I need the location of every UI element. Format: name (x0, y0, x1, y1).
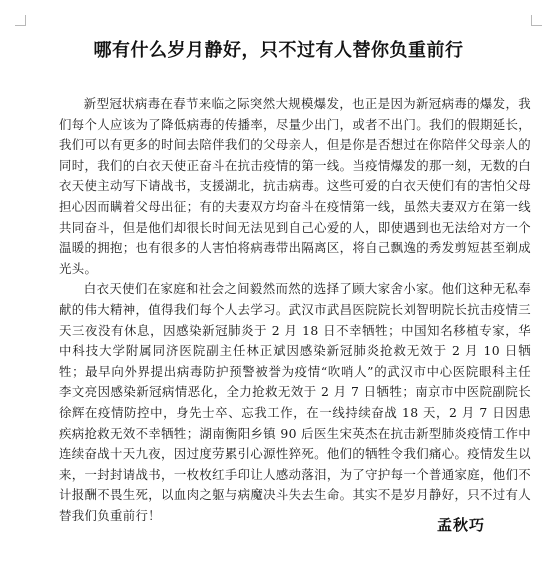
paragraph-1: 新型冠状病毒在春节来临之际突然大规模爆发，也正是因为新冠病毒的爆发，我们每个人应该为了降低病毒的传播率，尽量少出门，或者不出门。我们的假期延长，我们可以有更多的时间去陪伴我们的父母亲人，但是你是否想过在你陪伴父母亲人的同时，我们的白衣天使正奋斗在抗击疫情的第一线。当疫情爆发的那一刻，无数的白衣天使主动写下请战书，支援湖北，抗击病毒。这些可爱的白衣天使们有的害怕父母担心因而瞒着父母出征；有的夫妻双方均奋斗在疫情第一线，虽然夫妻双方在第一线共同奋斗，但是他们却很长时间无法见到自己心爱的人，即使遇到也无法给对方一个温暖的拥抱；也有很多的人害怕将病毒带出隔离区，将自己飘逸的秀发剪短甚至剃成光头。 (59, 96, 531, 276)
document-title: 哪有什么岁月静好，只不过有人替你负重前行 (93, 40, 464, 61)
document-body (59, 94, 531, 526)
paragraph-2: 白衣天使们在家庭和社会之间毅然而然的选择了顾大家舍小家。他们这种无私奉献的伟大精神，值得我们每个人去学习。武汉市武昌医院院长刘智明院长抗击疫情三天三夜没有休息，因感染新冠肺炎于 2 月 18 日不幸牺牲；中国知名移植专家，华中科技大学附属同济医院副主任林正斌因感染新冠肺炎抢救无效于 2 月 10 日牺牲；最早向外界提出病毒防护预警被誉为疫情“吹哨人”的武汉市中心医院眼科主任李文亮因感染新冠病情恶化，全力抢救无效于 2 月 7 日牺牲；南京市中医院副院长徐辉在疫情防控中，身先士卒、忘我工作，在一线持续奋战 18 天，2 月 7 日因患疾病抢救无效不幸牺牲；湖南衡阳乡镇 90 后医生宋英杰在抗击新型肺炎疫情工作中连续奋战十天九夜，因过度劳累引心源性猝死。他们的牺牲令我们痛心。疫情发生以来，一封封请战书，一枚枚红手印让人感动落泪，为了守护每一个普通家庭，他们不计报酬不畏生死，以血肉之躯与病魔决斗失去生命。其实不是岁月静好，只不过有人替我们负重前行！ (59, 281, 531, 523)
author-signature: 孟秋巧 (437, 516, 486, 534)
crop-mark-top-right (531, 15, 542, 26)
crop-mark-top-left (15, 15, 26, 26)
